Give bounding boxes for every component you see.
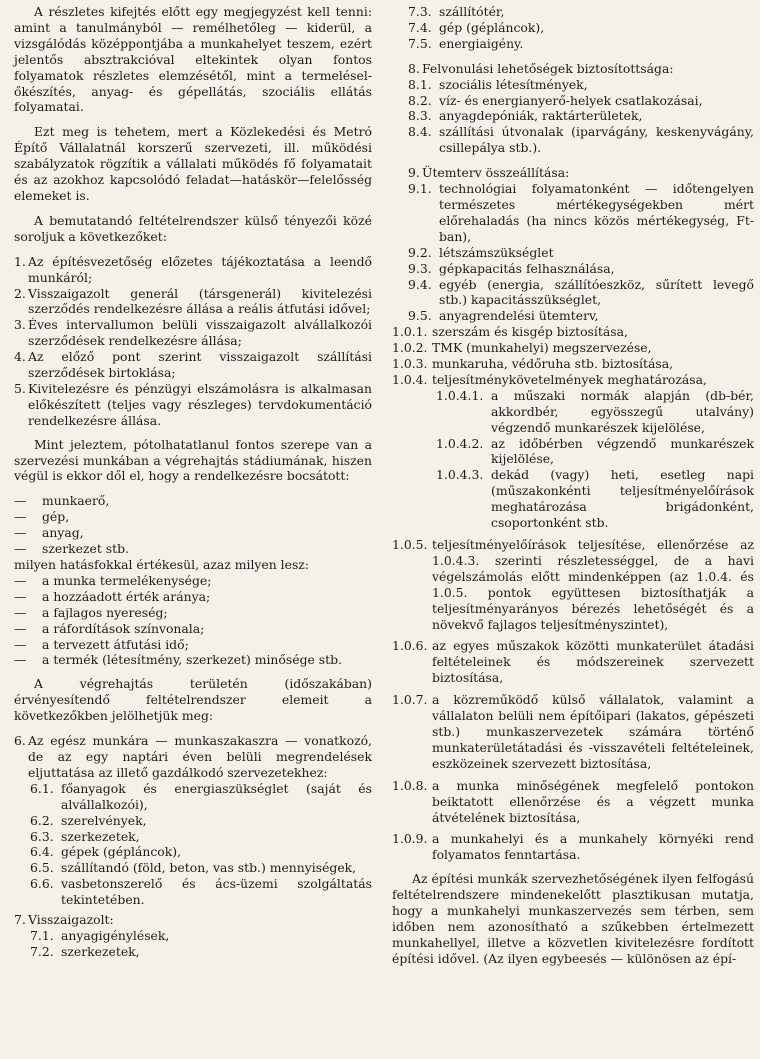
paragraph-efficiency: milyen hatásfokkal értékesül, azaz milyen lesz:: [14, 557, 310, 572]
list-item: 1.0.3. munkaruha, védőruha stb. biztosítása,: [392, 356, 674, 372]
left-column: [14, 4, 372, 968]
list-item: — a munka termelékenysége;: [14, 572, 212, 588]
section-7: [14, 912, 372, 960]
list-item: 8.2. víz- és energianyerő-helyek csatlakozásai,: [408, 92, 703, 108]
list-item: — szerkezet stb.: [14, 541, 129, 557]
list-item: — gép,: [14, 509, 70, 525]
list-item: — munkaerő,: [14, 493, 110, 509]
section-10: [392, 324, 754, 531]
list-item: 4. Az előző pont szerint visszaigazolt szállítási szerződések birtoklása;: [14, 349, 372, 381]
list-item: 9.2. létszámszükséglet: [408, 244, 554, 260]
paragraph-execution-stage: Mint jeleztem, pótolhatatlanul fontos szerepe van a szervezési munkában a végrehajtás stádiumának, hiszen végül is ekkor dől el, hogy a rendelkezésre bocsátott:: [14, 436, 372, 484]
list-item: 1.0.6. az egyes műszakok közötti munkaterület átadási feltételeinek és módszereinek szervezett biztosítása,: [392, 638, 754, 686]
paragraph-conclusion: Az építési munkák szervezhetőségének ilyen felfogású feltételrendszere mindenekelőtt plasztikusan mutatja, hogy a munkahelyi munkaszervezés sem térben, sem időben nem azonosítható a szűkebben értelmezett munkahellyel, illetve a közvetlen kivitelezésre fordított építési idővel. (Az ilyen egybeesés — különösen az épí-: [392, 871, 754, 966]
list-item: 1.0.1. szerszám és kisgép biztosítása,: [392, 324, 628, 340]
list-item: 7.4. gép (gépláncok),: [408, 19, 545, 35]
list-item: — a ráfordítások színvonala;: [14, 620, 205, 636]
list-item: 6.5. szállítandó (föld, beton, vas stb.) mennyiségek,: [30, 860, 357, 876]
right-column: [392, 4, 754, 976]
list-item: 1.0.5. teljesítményelőírások teljesítése, ellenőrzése az 1.0.4.3. szerinti részletességgel, de a havi végelszámolás előtt mindenképpen (az 1.0.4. és 1.0.5. pontok együttesen biztosíthatják a teljesítményarányos bérezés lehetőségét és a növekvő fajlagos teljesítményszintet),: [392, 537, 754, 632]
list-item: 9.4. egyéb (energia, szállítóeszköz, sűrített levegő stb.) kapacitásszükséglet,: [408, 276, 754, 308]
list-item: 7. Visszaigazolt:: [14, 912, 114, 928]
list-item: — a termék (létesítmény, szerkezet) minősége stb.: [14, 652, 342, 668]
list-item: 8.4. szállítási útvonalak (iparvágány, keskenyvágány, csillepálya stb.).: [408, 124, 754, 156]
list-item: — anyag,: [14, 525, 84, 541]
list-item: 6.4. gépek (gépláncok),: [30, 844, 182, 860]
list-item: 1.0.4.2. az időbérben végzendő munkarészek kijelölése,: [436, 435, 754, 467]
paragraph-external-factors: A bemutatandó feltételrendszer külső tényezői közé soroljuk a következőket:: [14, 212, 372, 244]
list-item: 7.1. anyagigénylések,: [30, 927, 170, 943]
section-6: [14, 733, 372, 908]
section-7-continued: [392, 4, 754, 52]
list-item: 3. Éves intervallumon belüli visszaigazolt alvállalkozói szerződések rendelkezésre állása;: [14, 317, 372, 349]
list-item: 9. Ütemterv összeállítása:: [408, 165, 570, 181]
list-item: 1.0.7. a közreműködő külső vállalatok, valamint a vállalaton belüli nem építőipari (lakatos, gépészeti stb.) munkaszervezetek számára történő munkaterületátadási és -visszavételi feltételeinek, eszközeinek szervezett biztosítása,: [392, 692, 754, 771]
list-item: 6.6. vasbetonszerelő és ács-üzemi szolgáltatás tekintetében.: [30, 876, 372, 908]
list-item: 1. Az építésvezetőség előzetes tájékoztatása a leendő munkáról;: [14, 253, 372, 285]
list-item: 7.2. szerkezetek,: [30, 943, 140, 959]
section-10-continued: [392, 537, 754, 863]
list-item: 1.0.9. a munkahelyi és a munkahely környéki rend folyamatos fenntartása.: [392, 831, 754, 863]
list-item: 8.3. anyagdepóniák, raktárterületek,: [408, 108, 643, 124]
list-item: 1.0.2. TMK (munkahelyi) megszervezése,: [392, 340, 652, 356]
paragraph-execution-conditions: A végrehajtás területén (időszakában) érvényesítendő feltételrendszer elemeit a következőkben jelölhetjük meg:: [14, 676, 372, 724]
list-item: — a fajlagos nyereség;: [14, 604, 168, 620]
list-item: 7.3. szállítótér,: [408, 4, 505, 19]
list-item: 6.1. főanyagok és energiaszükséglet (saját és alvállalkozói),: [30, 780, 372, 812]
list-item: 1.0.4. teljesítménykövetelmények meghatározása,: [392, 371, 707, 387]
list-item: 1.0.8. a munka minőségének megfelelő pontokon beiktatott ellenőrzése és a végzett munka átvételének biztosítása,: [392, 777, 754, 825]
list-item: 2. Visszaigazolt generál (társgenerál) kivitelezési szerződés rendelkezésre állása a reális átfutási idővel;: [14, 285, 372, 317]
list-item: — a hozzáadott érték aránya;: [14, 588, 211, 604]
section-9: [392, 165, 754, 324]
list-item: — a tervezett átfutási idő;: [14, 636, 189, 652]
list-item: 6. Az egész munkára — munkaszakaszra — vonatkozó, de az egy naptári éven belüli megrendelések eljuttatása az illető gazdálkodó szervezetekhez:: [14, 733, 372, 780]
list-item: 8. Felvonulási lehetőségek biztosítottsága:: [408, 60, 674, 76]
paragraph-intro: A részletes kifejtés előtt egy megjegyzést kell tenni: amint a tanulmányból — remélhetőleg — kiderül, a vizsgálódás középpontjába a munkahelyet teszem, ezért jelentős absztrakcióval eltekintek olyan fontos folyamatok részletes elemzésétől, mint a termeléselőkészítés, anyag- és gépellátás, szociális ellátás folyamatai.: [14, 4, 372, 115]
list-item: 9.3. gépkapacitás felhasználása,: [408, 260, 615, 276]
list-item: 9.5. anyagrendelési ütemterv,: [408, 308, 599, 324]
list-item: 7.5. energiaigény.: [408, 35, 524, 51]
list-item: 6.3. szerkezetek,: [30, 828, 140, 844]
resources-dash-list: [14, 493, 372, 557]
list-item: 6.2. szerelvények,: [30, 812, 147, 828]
paragraph-regulations: Ezt meg is tehetem, mert a Közlekedési és Metró Építő Vállalatnál korszerű szervezeti, ill. működési szabályzatok rögzítik a vállalati működés fő folyamatait és az azokhoz kapcsolódó feladat—hatáskör—felelősség elemeket is.: [14, 124, 372, 203]
list-item: 8.1. szociális létesítmények,: [408, 76, 588, 92]
section-8: [392, 61, 754, 156]
list-item: 5. Kivitelezésre és pénzügyi elszámolásra is alkalmasan előkészített (teljes vagy részleges) tervdokumentáció rendelkezésre állása.: [14, 380, 372, 428]
list-item: 1.0.4.3. dekád (vagy) heti, esetleg napi (műszakonkénti teljesítményelőírások meghatározása brigádonként, csoportonként stb.: [436, 467, 754, 531]
external-factors-list: [14, 254, 372, 429]
list-item: 9.1. technológiai folyamatonként — időtengelyen természetes mértékegységekben mért előrehaladás (ha nincs közös mértékegység, Ft-ban),: [408, 181, 754, 244]
list-item: 1.0.4.1. a műszaki normák alapján (db-bér, akkordbér, egyösszegű utalvány) végzendő munkarészek kijelölése,: [436, 387, 754, 435]
outcomes-dash-list: [14, 573, 372, 668]
